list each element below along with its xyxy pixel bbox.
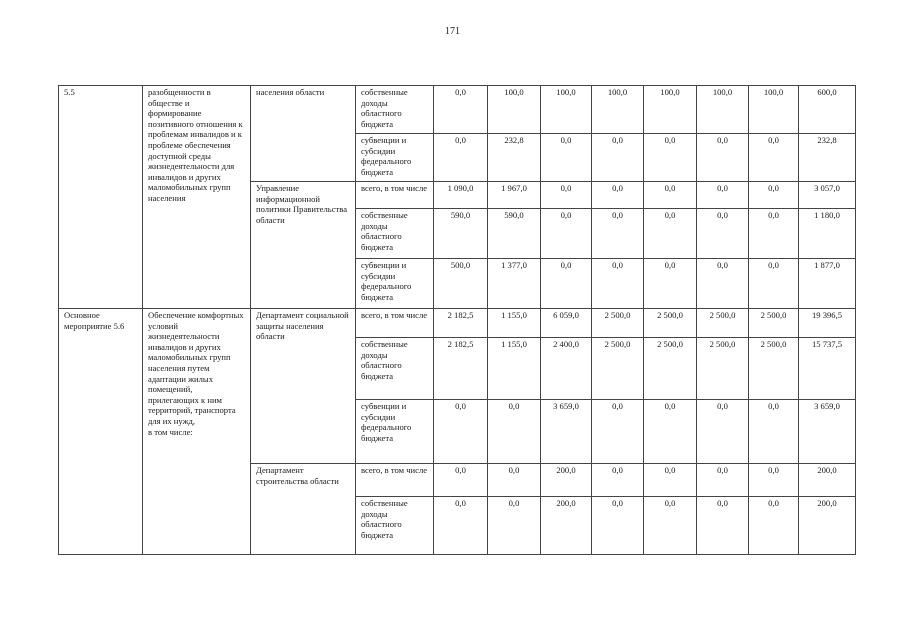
executor-cell: населения области [251,86,356,182]
funding-source-cell: субвенции и субсидии федерального бюджета [356,400,434,464]
value-cell: 0,0 [592,182,644,209]
value-cell: 2 500,0 [697,338,749,400]
funding-source-cell: собственные доходы областного бюджета [356,497,434,555]
budget-table [58,85,856,555]
value-cell: 100,0 [541,86,592,134]
value-cell: 0,0 [592,464,644,497]
funding-source-cell: субвенции и субсидии федерального бюджета [356,134,434,182]
measure-name-cell: разобщенности в обществе и формирование позитивного отношения к проблемам инвалидов и к проблеме обеспечения доступной среды жизнедеятельности для инвалидов и других маломобильных групп населения [143,86,251,309]
value-cell: 0,0 [644,182,697,209]
funding-source-cell: всего, в том числе [356,182,434,209]
value-cell: 0,0 [697,182,749,209]
value-cell: 0,0 [592,209,644,259]
value-cell: 100,0 [488,86,541,134]
value-cell: 100,0 [697,86,749,134]
value-cell: 2 182,5 [434,338,488,400]
value-cell: 0,0 [697,400,749,464]
value-cell: 3 659,0 [541,400,592,464]
value-cell: 100,0 [592,86,644,134]
total-cell: 200,0 [799,497,856,555]
value-cell: 100,0 [749,86,799,134]
value-cell: 0,0 [434,464,488,497]
value-cell: 1 377,0 [488,259,541,309]
total-cell: 15 737,5 [799,338,856,400]
value-cell: 0,0 [749,400,799,464]
value-cell: 590,0 [434,209,488,259]
executor-cell: Департамент социальной защиты населения области [251,309,356,464]
measure-id-cell: Основное мероприятие 5.6 [59,309,143,555]
value-cell: 0,0 [488,400,541,464]
value-cell: 1 155,0 [488,309,541,338]
total-cell: 19 396,5 [799,309,856,338]
value-cell: 1 090,0 [434,182,488,209]
value-cell: 2 182,5 [434,309,488,338]
value-cell: 0,0 [434,400,488,464]
value-cell: 2 500,0 [644,338,697,400]
value-cell: 0,0 [644,259,697,309]
value-cell: 0,0 [541,209,592,259]
funding-source-cell: всего, в том числе [356,309,434,338]
value-cell: 0,0 [749,464,799,497]
value-cell: 0,0 [697,497,749,555]
value-cell: 0,0 [541,259,592,309]
funding-source-cell: собственные доходы областного бюджета [356,86,434,134]
value-cell: 590,0 [488,209,541,259]
funding-source-cell: субвенции и субсидии федерального бюджета [356,259,434,309]
executor-cell: Управление информационной политики Правительства области [251,182,356,309]
value-cell: 200,0 [541,464,592,497]
value-cell: 0,0 [644,497,697,555]
value-cell: 2 500,0 [644,309,697,338]
value-cell: 0,0 [434,497,488,555]
page-number: 171 [445,26,460,37]
value-cell: 0,0 [749,182,799,209]
value-cell: 0,0 [592,400,644,464]
funding-source-cell: всего, в том числе [356,464,434,497]
table-row [59,86,856,134]
value-cell: 0,0 [592,259,644,309]
value-cell: 200,0 [541,497,592,555]
table-row [59,309,856,338]
value-cell: 0,0 [644,400,697,464]
value-cell: 2 500,0 [697,309,749,338]
value-cell: 0,0 [541,182,592,209]
value-cell: 6 059,0 [541,309,592,338]
executor-cell: Департамент строительства области [251,464,356,555]
value-cell: 0,0 [541,134,592,182]
value-cell: 0,0 [592,497,644,555]
value-cell: 0,0 [488,464,541,497]
value-cell: 100,0 [644,86,697,134]
value-cell: 0,0 [488,497,541,555]
measure-id-cell: 5.5 [59,86,143,309]
value-cell: 0,0 [644,464,697,497]
total-cell: 232,8 [799,134,856,182]
funding-source-cell: собственные доходы областного бюджета [356,209,434,259]
value-cell: 2 500,0 [749,338,799,400]
measure-name-cell: Обеспечение комфортных условий жизнедеятельности инвалидов и других маломобильных групп населения путем адаптации жилых помещений, прилегающих к ним территорий, транспорта для их нужд, в том числе: [143,309,251,555]
value-cell: 0,0 [434,86,488,134]
value-cell: 0,0 [434,134,488,182]
total-cell: 1 877,0 [799,259,856,309]
value-cell: 0,0 [697,134,749,182]
value-cell: 0,0 [697,464,749,497]
value-cell: 500,0 [434,259,488,309]
value-cell: 232,8 [488,134,541,182]
value-cell: 2 400,0 [541,338,592,400]
value-cell: 2 500,0 [592,338,644,400]
value-cell: 0,0 [749,497,799,555]
value-cell: 0,0 [697,209,749,259]
value-cell: 0,0 [749,259,799,309]
value-cell: 2 500,0 [592,309,644,338]
value-cell: 1 155,0 [488,338,541,400]
value-cell: 2 500,0 [749,309,799,338]
value-cell: 0,0 [749,134,799,182]
total-cell: 3 057,0 [799,182,856,209]
value-cell: 0,0 [644,209,697,259]
total-cell: 1 180,0 [799,209,856,259]
total-cell: 200,0 [799,464,856,497]
total-cell: 600,0 [799,86,856,134]
total-cell: 3 659,0 [799,400,856,464]
value-cell: 1 967,0 [488,182,541,209]
funding-source-cell: собственные доходы областного бюджета [356,338,434,400]
value-cell: 0,0 [697,259,749,309]
value-cell: 0,0 [592,134,644,182]
value-cell: 0,0 [644,134,697,182]
value-cell: 0,0 [749,209,799,259]
